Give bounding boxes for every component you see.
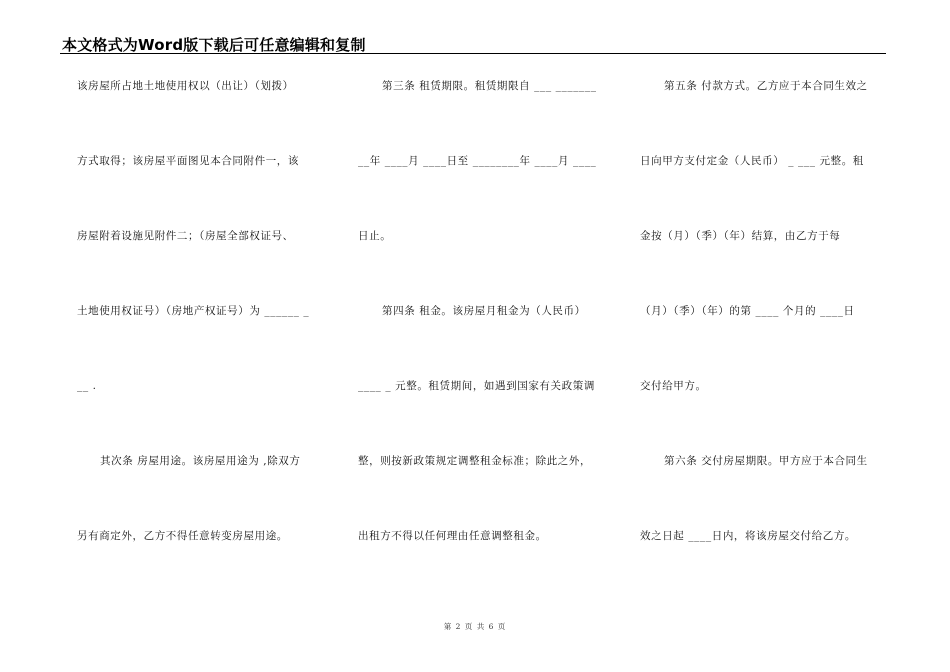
text-line: 第五条 付款方式。乙方应于本合同生效之 xyxy=(664,80,868,92)
text-line: 第四条 租金。该房屋月租金为（人民币） xyxy=(382,305,586,317)
text-line: 房屋附着设施见附件二；（房屋全部权证号、 xyxy=(77,230,294,242)
text-line: 另有商定外，乙方不得任意转变房屋用途。 xyxy=(77,530,288,542)
text-line: 日止。 xyxy=(358,230,392,242)
text-line: 方式取得；该房屋平面图见本合同附件一，该 xyxy=(77,155,299,167)
page-number-footer: 第 2 页 共 6 页 xyxy=(443,622,507,631)
text-line: 其次条 房屋用途。该房屋用途为 ,除双方 xyxy=(100,455,301,467)
document-header-title: 本文格式为Word版下载后可任意编辑和复制 xyxy=(62,36,366,54)
text-line: 整，则按新政策规定调整租金标准；除此之外， xyxy=(358,455,592,467)
text-line: __ . xyxy=(77,380,97,392)
text-line: （月）（季）（年）的第 ____ 个月的 ____日 xyxy=(640,305,855,317)
header-divider xyxy=(60,53,886,54)
text-line: 土地使用权证号）（房地产权证号）为 ______ _ xyxy=(77,305,310,317)
text-line: 出租方不得以任何理由任意调整租金。 xyxy=(358,530,547,542)
text-line: 金按（月）（季）（年）结算，由乙方于每 xyxy=(640,230,841,242)
text-line: 交付给甲方。 xyxy=(640,380,707,392)
text-line: ____ _ 元整。租赁期间，如遇到国家有关政策调 xyxy=(358,380,595,392)
text-line: 该房屋所占地土地使用权以（出让）（划拨） xyxy=(77,80,294,92)
text-line: 第六条 交付房屋期限。甲方应于本合同生 xyxy=(664,455,868,467)
text-line: 效之日起 ____日内，将该房屋交付给乙方。 xyxy=(640,530,857,542)
text-line: 日向甲方支付定金（人民币） _ ___ 元整。租 xyxy=(640,155,864,167)
text-line: __年 ____月 ____日至 ________年 ____月 ____ xyxy=(358,155,597,167)
text-line: 第三条 租赁期限。租赁期限自 ___ _______ xyxy=(382,80,597,92)
